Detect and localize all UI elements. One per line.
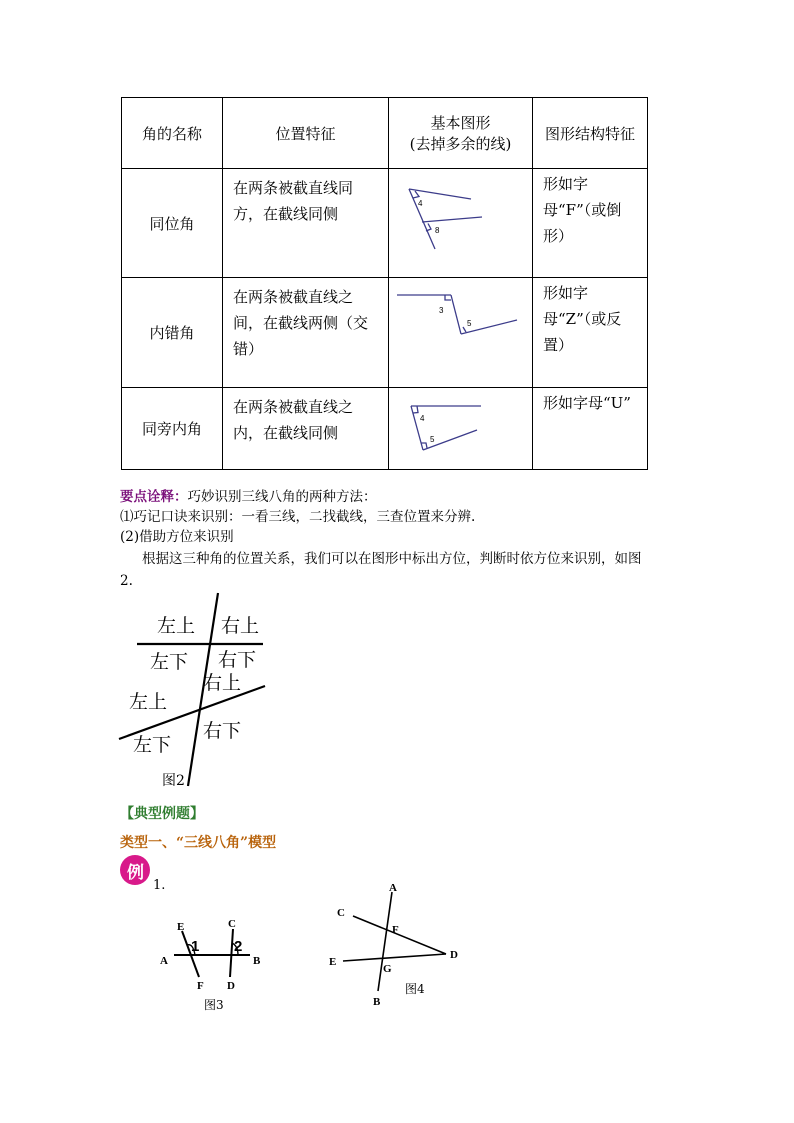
corresponding-angles-figure (389, 169, 533, 269)
example-number: 1. (153, 878, 166, 893)
point-label: F (197, 980, 204, 992)
angle-label: 4 (420, 414, 425, 423)
point-label: F (392, 924, 399, 936)
type1-heading: 类型一、“三线八角”模型 (120, 835, 277, 851)
figure-line (409, 189, 435, 249)
row-figure (389, 278, 533, 388)
row-name: 同旁内角 (122, 388, 223, 470)
tip-heading (120, 488, 377, 506)
header-figure-line2: (去掉多余的线) (409, 135, 512, 153)
figure-line (378, 892, 392, 991)
row-name: 同位角 (122, 169, 223, 278)
figure-line (451, 295, 461, 334)
angle-label: 2 (234, 938, 243, 955)
figure-line (353, 916, 446, 954)
table-row (122, 278, 648, 388)
angle-arc (413, 406, 418, 413)
typical-examples-heading: 【典型例题】 (120, 806, 204, 822)
row-feature: 形如字母“Z”（或反置） (533, 278, 648, 388)
row-position: 在两条被截直线同方，在截线同侧 (223, 169, 389, 278)
point-label: G (383, 963, 392, 975)
row-figure (389, 169, 533, 278)
figure-line (343, 954, 446, 961)
angle-label: 8 (435, 226, 440, 235)
angle-arc (445, 295, 451, 300)
table-row (122, 388, 648, 470)
table-row (122, 169, 648, 278)
tip-point-1: ⑴巧记口诀来识别：一看三线，二找截线，三查位置来分辨. (120, 509, 476, 525)
point-label: A (389, 882, 397, 894)
table-header-row (122, 98, 648, 169)
figure-3 (152, 905, 300, 1015)
figure-2-caption: 图2 (162, 773, 185, 789)
row-name: 内错角 (122, 278, 223, 388)
angle-arc (413, 191, 419, 198)
figure-line (422, 217, 482, 222)
point-label: A (160, 955, 168, 967)
direction-label: 左上 (157, 615, 196, 637)
point-label: D (450, 949, 458, 961)
direction-label: 右下 (218, 649, 257, 671)
row-feature: 形如字母“U” (533, 388, 648, 470)
tip-paragraph-line2: 2. (120, 573, 133, 589)
figure-line (409, 189, 471, 199)
point-label: E (329, 956, 337, 968)
angle-label: 3 (439, 306, 444, 315)
header-figure-line1: 基本图形 (430, 114, 491, 132)
direction-label: 右上 (203, 672, 242, 694)
point-label: C (228, 918, 236, 930)
angle-types-table (121, 97, 648, 470)
point-label: D (227, 980, 235, 992)
header-feature: 图形结构特征 (533, 98, 648, 169)
row-figure (389, 388, 533, 470)
figure-line (230, 929, 233, 977)
point-label: B (253, 955, 261, 967)
header-name: 角的名称 (122, 98, 223, 169)
angle-label: 5 (467, 319, 472, 328)
example-badge-text: 例 (127, 863, 144, 883)
row-feature: 形如字母“F”（或倒形） (533, 169, 648, 278)
figure-4-caption: 图4 (405, 982, 425, 996)
direction-label: 左下 (133, 734, 172, 756)
figure-3-caption: 图3 (204, 998, 224, 1012)
tip-title: 要点诠释： (120, 489, 188, 505)
tip-paragraph-line1: 根据这三种角的位置关系，我们可以在图形中标出方位，判断时依方位来识别，如图 (142, 551, 642, 567)
row-position: 在两条被截直线之间，在截线两侧（交错） (223, 278, 389, 388)
figure-2-direction-diagram (115, 588, 275, 793)
figure-4 (325, 878, 470, 1008)
tip-point-2: (2)借助方位来识别 (120, 529, 234, 545)
point-label: C (337, 907, 345, 919)
point-label: E (177, 921, 185, 933)
tip-title-rest: 巧妙识别三线八角的两种方法： (187, 489, 377, 505)
angle-label: 1 (191, 938, 200, 955)
header-figure (389, 98, 533, 169)
row-position: 在两条被截直线之内，在截线同侧 (223, 388, 389, 470)
direction-label: 右下 (203, 720, 242, 742)
point-label: B (373, 996, 381, 1008)
header-position: 位置特征 (223, 98, 389, 169)
alternate-angles-figure (389, 278, 533, 378)
direction-label: 左下 (150, 651, 189, 673)
co-interior-angles-figure (389, 388, 533, 460)
angle-arc (463, 327, 466, 332)
example-badge (120, 855, 150, 885)
direction-label: 右上 (221, 615, 260, 637)
angle-label: 5 (430, 435, 435, 444)
direction-label: 左上 (129, 691, 168, 713)
angle-label: 4 (418, 199, 423, 208)
